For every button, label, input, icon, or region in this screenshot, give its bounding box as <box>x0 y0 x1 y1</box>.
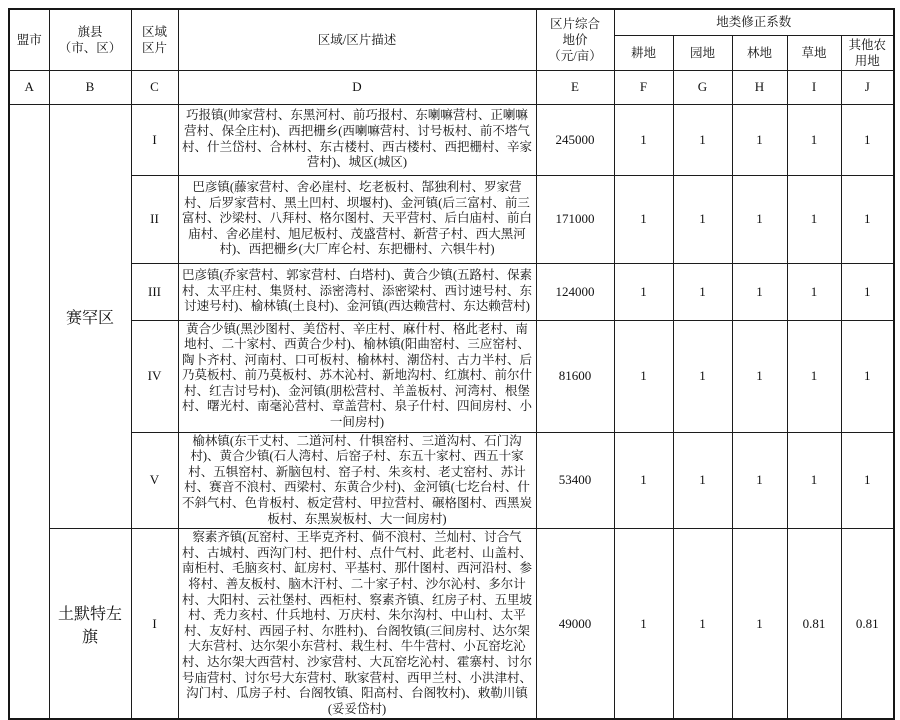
coef-farmland-cell: 1 <box>614 104 673 175</box>
col-letter-i: I <box>787 70 841 104</box>
coef-other-cell: 1 <box>841 104 894 175</box>
coef-forest-cell: 1 <box>732 432 787 529</box>
league-cell <box>9 104 49 719</box>
table-row <box>9 320 894 432</box>
zone-cell: V <box>131 432 178 529</box>
coef-forest-cell: 1 <box>732 320 787 432</box>
header-price-line3: （元/亩） <box>548 48 602 63</box>
col-letter-b: B <box>49 70 131 104</box>
coef-garden-cell: 1 <box>673 175 732 263</box>
header-coef-garden: 园地 <box>673 35 732 70</box>
coef-other-cell: 1 <box>841 432 894 529</box>
price-cell: 53400 <box>536 432 614 529</box>
table-row <box>9 104 894 175</box>
land-price-table <box>8 8 895 720</box>
coef-grassland-cell: 0.81 <box>787 529 841 720</box>
zone-cell: III <box>131 263 178 320</box>
col-letter-j: J <box>841 70 894 104</box>
description-cell: 巴彦镇(藤家营村、舍必崖村、圪老板村、郜独利村、罗家营村、后罗家营村、黑土凹村、坝堰村)、金河镇(后三富村、前三富村、沙梁村、八拜村、格尔图村、天平营村、后白庙村、前白庙村、舍必崖村、旭尼板村、茂盛营村、新营子村、西大黑河村)、西把栅乡(大厂库仑村、东把栅村、六犋牛村) <box>178 175 536 263</box>
coef-farmland-cell: 1 <box>614 175 673 263</box>
price-cell: 171000 <box>536 175 614 263</box>
coef-forest-cell: 1 <box>732 263 787 320</box>
zone-cell: II <box>131 175 178 263</box>
document-sheet <box>8 8 895 720</box>
header-coef-other: 其他农用地 <box>841 35 894 70</box>
header-coef-grassland: 草地 <box>787 35 841 70</box>
header-banner-line1: 旗县 <box>77 24 103 39</box>
coef-grassland-cell: 1 <box>787 263 841 320</box>
banner-cell-tumd-left: 土默特左旗 <box>49 529 131 720</box>
coef-other-cell: 0.81 <box>841 529 894 720</box>
coef-other-cell: 1 <box>841 175 894 263</box>
header-description: 区域/区片描述 <box>178 9 536 70</box>
coef-garden-cell: 1 <box>673 263 732 320</box>
zone-cell: IV <box>131 320 178 432</box>
header-banner <box>49 9 131 70</box>
header-coef-group: 地类修正系数 <box>614 9 894 35</box>
coef-forest-cell: 1 <box>732 104 787 175</box>
header-coef-farmland: 耕地 <box>614 35 673 70</box>
header-price <box>536 9 614 70</box>
description-cell: 榆林镇(东干丈村、二道河村、什犋窑村、三道沟村、石门沟村)、黄合少镇(石人湾村、后窑子村、东五十家村、西五十家村、五犋窑村、新脑包村、窑子村、朱亥村、老丈窑村、苏计村、赛音不浪村、西梁村、东黄合少村)、金河镇(七圪台村、什不斜气村、色肯板村、板定营村、甲拉营村、碾格图村、西黑炭板村、东黑炭板村、大一间房村) <box>178 432 536 529</box>
coef-garden-cell: 1 <box>673 104 732 175</box>
coef-farmland-cell: 1 <box>614 263 673 320</box>
header-zone <box>131 9 178 70</box>
header-zone-line2: 区片 <box>141 40 167 55</box>
coef-grassland-cell: 1 <box>787 320 841 432</box>
price-cell: 124000 <box>536 263 614 320</box>
col-letter-h: H <box>732 70 787 104</box>
price-cell: 49000 <box>536 529 614 720</box>
header-banner-line2: （市、区） <box>58 40 122 55</box>
zone-cell: I <box>131 104 178 175</box>
header-league: 盟市 <box>9 9 49 70</box>
banner-cell-saihan: 赛罕区 <box>49 104 131 529</box>
coef-grassland-cell: 1 <box>787 175 841 263</box>
table-row <box>9 175 894 263</box>
price-cell: 81600 <box>536 320 614 432</box>
header-zone-line1: 区域 <box>141 24 167 39</box>
header-coef-forest: 林地 <box>732 35 787 70</box>
coef-farmland-cell: 1 <box>614 320 673 432</box>
price-cell: 245000 <box>536 104 614 175</box>
coef-farmland-cell: 1 <box>614 529 673 720</box>
col-letter-g: G <box>673 70 732 104</box>
header-price-line2: 地价 <box>562 32 588 47</box>
description-cell: 黄合少镇(黑沙图村、美岱村、辛庄村、麻什村、格此老村、南地村、二十家村、西黄合少村)、榆林镇(阳曲窑村、三应窑村、陶卜齐村、河南村、口可板村、榆林村、潮岱村、古力半村、后乃莫板村、前乃莫板村、苏木沁村、新地沟村、红旗村、前尔什村、红吉讨号村)、金河镇(朋松营村、羊盖板村、河湾村、根堡村、曙光村、南毫沁营村、章盖营村、泉子什村、四间房村、小一间房村) <box>178 320 536 432</box>
table-row <box>9 529 894 720</box>
coef-forest-cell: 1 <box>732 529 787 720</box>
header-price-line1: 区片综合 <box>549 16 600 31</box>
coef-grassland-cell: 1 <box>787 432 841 529</box>
description-cell: 巧报镇(帅家营村、东黑河村、前巧报村、东喇嘛营村、正喇嘛营村、保全庄村)、西把栅乡(西喇嘛营村、讨号板村、前不塔气村、什兰岱村、合林村、东古楼村、西古楼村、西把栅村、辛家营村)、城区(城区) <box>178 104 536 175</box>
col-letter-f: F <box>614 70 673 104</box>
description-cell: 巴彦镇(乔家营村、郭家营村、白塔村)、黄合少镇(五路村、保素村、太平庄村、集贤村、添密湾村、添密梁村、西讨速号村、东讨速号村)、榆林镇(土良村)、金河镇(西达赖营村、东达赖营村) <box>178 263 536 320</box>
table-row <box>9 432 894 529</box>
zone-cell: I <box>131 529 178 720</box>
coef-garden-cell: 1 <box>673 432 732 529</box>
coef-other-cell: 1 <box>841 320 894 432</box>
col-letter-a: A <box>9 70 49 104</box>
coef-garden-cell: 1 <box>673 320 732 432</box>
coef-farmland-cell: 1 <box>614 432 673 529</box>
coef-other-cell: 1 <box>841 263 894 320</box>
col-letter-e: E <box>536 70 614 104</box>
col-letter-c: C <box>131 70 178 104</box>
table-row <box>9 263 894 320</box>
coef-forest-cell: 1 <box>732 175 787 263</box>
description-cell: 察素齐镇(瓦窑村、王毕克齐村、倘不浪村、兰灿村、讨合气村、古城村、西沟门村、把什村、点什气村、此老村、山盖村、南柜村、毛脑亥村、缸房村、平基村、那什图村、西河沿村、参将村、善友板村、脑木汗村、二十家子村、沙尔沁村、多尔计村、大阳村、云社堡村、西柜村、察素齐镇、红房子村、五里坡村、秃力亥村、什兵地村、万庆村、朱尔沟村、中山村、太平村、友好村、西园子村、尔胜村)、台阁牧镇(三间房村、达尔架大东营村、达尔架小东营村、栽生村、牛牛营村、小瓦窑圪沁村、达尔架大西营村、沙家营村、大瓦窑圪沁村、霍寨村、讨尔号庙营村、讨尔号大东营村、耿家营村、西甲兰村、小洪津村、沟门村、瓜房子村、台阁牧镇、阳高村、台阁牧村)、敕勒川镇(妥妥岱村) <box>178 529 536 720</box>
col-letter-d: D <box>178 70 536 104</box>
coef-garden-cell: 1 <box>673 529 732 720</box>
coef-grassland-cell: 1 <box>787 104 841 175</box>
